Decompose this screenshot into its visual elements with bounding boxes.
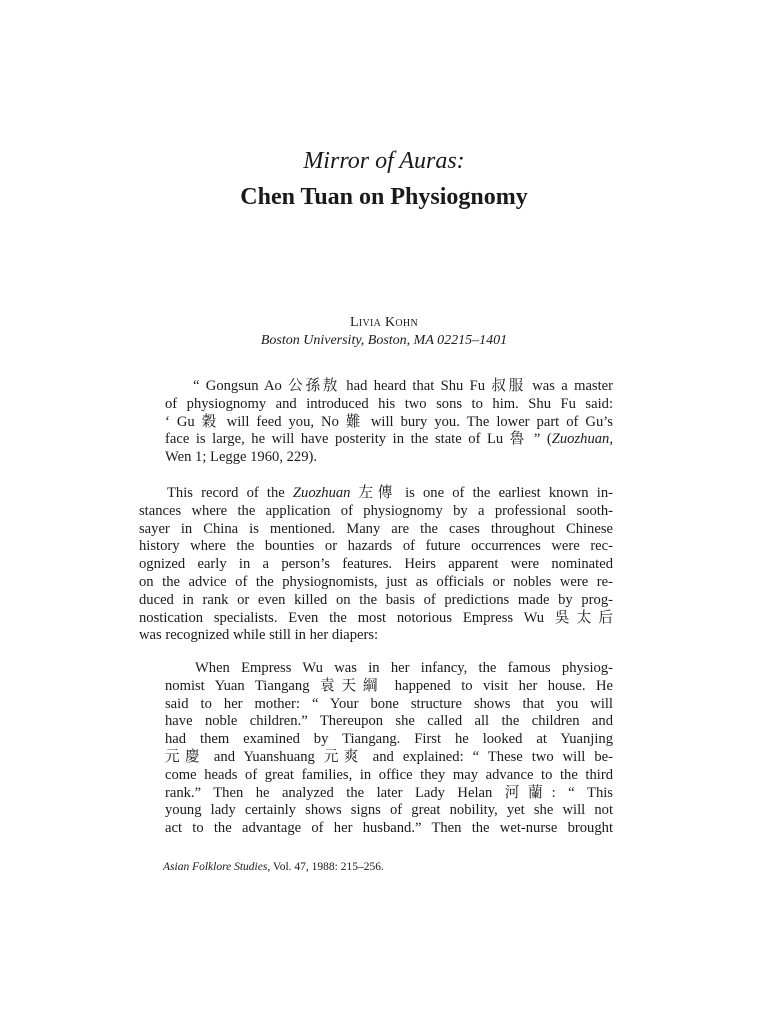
body-line: stances where the application of physiognomy by a professional sooth- <box>139 502 613 519</box>
quote-line: said to her mother: “ Your bone structure shows that you will <box>165 695 613 712</box>
quote-line: had them examined by Tiangang. First he looked at Yuanjing <box>165 731 613 748</box>
quote-line: nomist Yuan Tiangang 袁天綱 happened to visit her house. He <box>165 677 613 694</box>
quote-line: act to the advantage of her husband.” Then the wet-nurse brought <box>165 820 613 837</box>
quote-line: young lady certainly shows signs of great nobility, yet she will not <box>165 802 613 819</box>
epigraph-line: ‘ Gu 穀 will feed you, No 難 will bury you. The lower part of Gu’s <box>165 413 613 430</box>
journal-details: , Vol. 47, 1988: 215–256. <box>267 861 384 873</box>
quote-line: rank.” Then he analyzed the later Lady Helan 河蘭: “ This <box>165 784 613 801</box>
epigraph-line: of physiognomy and introduced his two sons to him. Shu Fu said: <box>165 395 613 412</box>
body-line: sayer in China is mentioned. Many are the cases throughout Chinese <box>139 520 613 537</box>
body-line: was recognized while still in her diapers: <box>139 627 379 644</box>
epigraph-line: “ Gongsun Ao 公孫敖 had heard that Shu Fu 叔服 was a master <box>193 378 613 394</box>
epigraph-line: face is large, he will have posterity in the state of Lu 魯 ” (Zuozhuan, <box>165 431 613 448</box>
journal-name: Asian Folklore Studies <box>163 861 268 873</box>
quote-line: have noble children.” Thereupon she called all the children and <box>165 713 613 730</box>
author-name: Livia Kohn <box>350 315 418 330</box>
epigraph-line: Wen 1; Legge 1960, 229). <box>165 449 318 466</box>
quote-line: When Empress Wu was in her infancy, the famous physiog- <box>195 660 613 676</box>
journal-citation <box>163 861 563 873</box>
body-line: ognized early in a person’s features. Heirs apparent were nominated <box>139 556 613 573</box>
article-title-main: Chen Tuan on Physiognomy <box>240 184 528 210</box>
article-title-italic: Mirror of Auras: <box>303 148 465 174</box>
author-affiliation: Boston University, Boston, MA 02215–1401 <box>260 333 508 348</box>
body-line: This record of the Zuozhuan 左傳 is one of the earliest known in- <box>167 485 613 501</box>
body-line: history where the bounties or hazards of future occurrences were rec- <box>139 538 613 555</box>
quote-line: come heads of great families, in office they may advance to the third <box>165 766 613 783</box>
body-line: on the advice of the physiognomists, just as officials or nobles were re- <box>139 573 613 590</box>
body-line: nostication specialists. Even the most notorious Empress Wu 吳太后 <box>139 609 613 626</box>
body-line: duced in rank or even killed on the basis of predictions made by prog- <box>139 591 613 608</box>
epigraph-quote <box>165 378 613 467</box>
body-paragraph <box>139 485 613 645</box>
block-quote <box>165 660 613 838</box>
quote-line: 元慶 and Yuanshuang 元爽 and explained: “ These two will be- <box>165 748 613 765</box>
